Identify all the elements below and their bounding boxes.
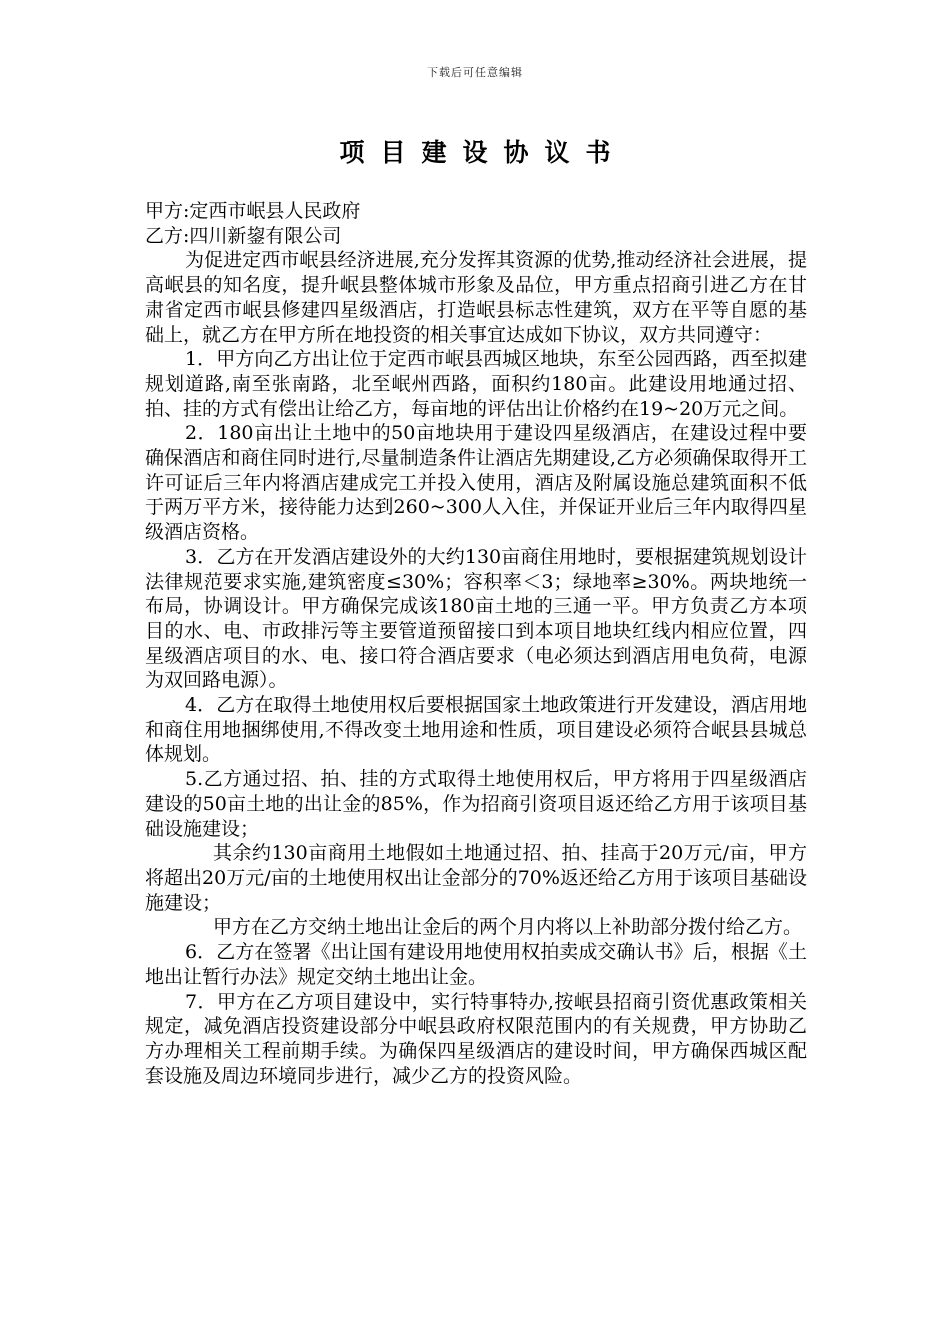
clause-5: 5.乙方通过招、拍、挂的方式取得土地使用权后，甲方将用于四星级酒店建设的50亩土地的出让金的85%，作为招商引资项目返还给乙方用于该项目基础设施建设；: [145, 768, 807, 840]
clause-5-remaining-land: 其余约130亩商用土地假如土地通过招、拍、挂高于20万元/亩，甲方将超出20万元/亩的土地使用权出让金部分的70%返还给乙方用于该项目基础设施建设；: [145, 842, 807, 914]
page-header-note: 下载后可任意编辑: [427, 66, 523, 79]
clause-1: 1．甲方向乙方出让位于定西市岷县西城区地块，东至公园西路，西至拟建规划道路,南至张南路，北至岷州西路，面积约180亩。此建设用地通过招、拍、挂的方式有偿出让给乙方，每亩地的评估出让价格约在19~20万元之间。: [145, 348, 807, 420]
clause-4: 4．乙方在取得土地使用权后要根据国家土地政策进行开发建设，酒店用地和商住用地捆绑使用,不得改变土地用途和性质，项目建设必须符合岷县县城总体规划。: [145, 694, 807, 766]
intro-paragraph: 为促进定西市岷县经济进展,充分发挥其资源的优势,推动经济社会进展，提高岷县的知名度，提升岷县整体城市形象及品位，甲方重点招商引进乙方在甘肃省定西市岷县修建四星级酒店，打造岷县标志性建筑，双方在平等自愿的基础上，就乙方在甲方所在地投资的相关事宜达成如下协议，双方共同遵守：: [145, 249, 807, 346]
clause-6: 6．乙方在签署《出让国有建设用地使用权拍卖成交确认书》后，根据《土地出让暂行办法》规定交纳土地出让金。: [145, 941, 807, 988]
clause-2: 2．180亩出让土地中的50亩地块用于建设四星级酒店，在建设过程中要确保酒店和商住同时进行,尽量制造条件让酒店先期建设,乙方必须确保取得开工许可证后三年内将酒店建成完工并投入使用，酒店及附属设施总建筑面积不低于两万平方米，接待能力达到260~300人入住，并保证开业后三年内取得四星级酒店资格。: [145, 422, 807, 544]
clause-7: 7．甲方在乙方项目建设中，实行特事特办,按岷县招商引资优惠政策相关规定，减免酒店投资建设部分中岷县政府权限范围内的有关规费，甲方协助乙方办理相关工程前期手续。为确保四星级酒店的建设时间，甲方确保西城区配套设施及周边环境同步进行，减少乙方的投资风险。: [145, 990, 807, 1087]
clause-5-payment-timing: 甲方在乙方交纳土地出让金后的两个月内将以上补助部分拨付给乙方。: [213, 916, 803, 939]
party-a-line: 甲方:定西市岷县人民政府: [145, 200, 361, 222]
party-b-line: 乙方:四川新鋆有限公司: [145, 224, 342, 247]
document-title: 项目建设协议书: [339, 138, 627, 167]
document-body: [145, 199, 807, 1088]
clause-3: 3．乙方在开发酒店建设外的大约130亩商住用地时，要根据建筑规划设计法律规范要求实施,建筑密度≤30%；容积率＜3；绿地率≥30%。两块地统一布局，协调设计。甲方确保完成该180亩土地的三通一平。甲方负责乙方本项目的水、电、市政排污等主要管道预留接口到本项目地块红线内相应位置，四星级酒店项目的水、电、接口符合酒店要求（电必须达到酒店用电负荷，电源为双回路电源）。: [145, 545, 807, 692]
